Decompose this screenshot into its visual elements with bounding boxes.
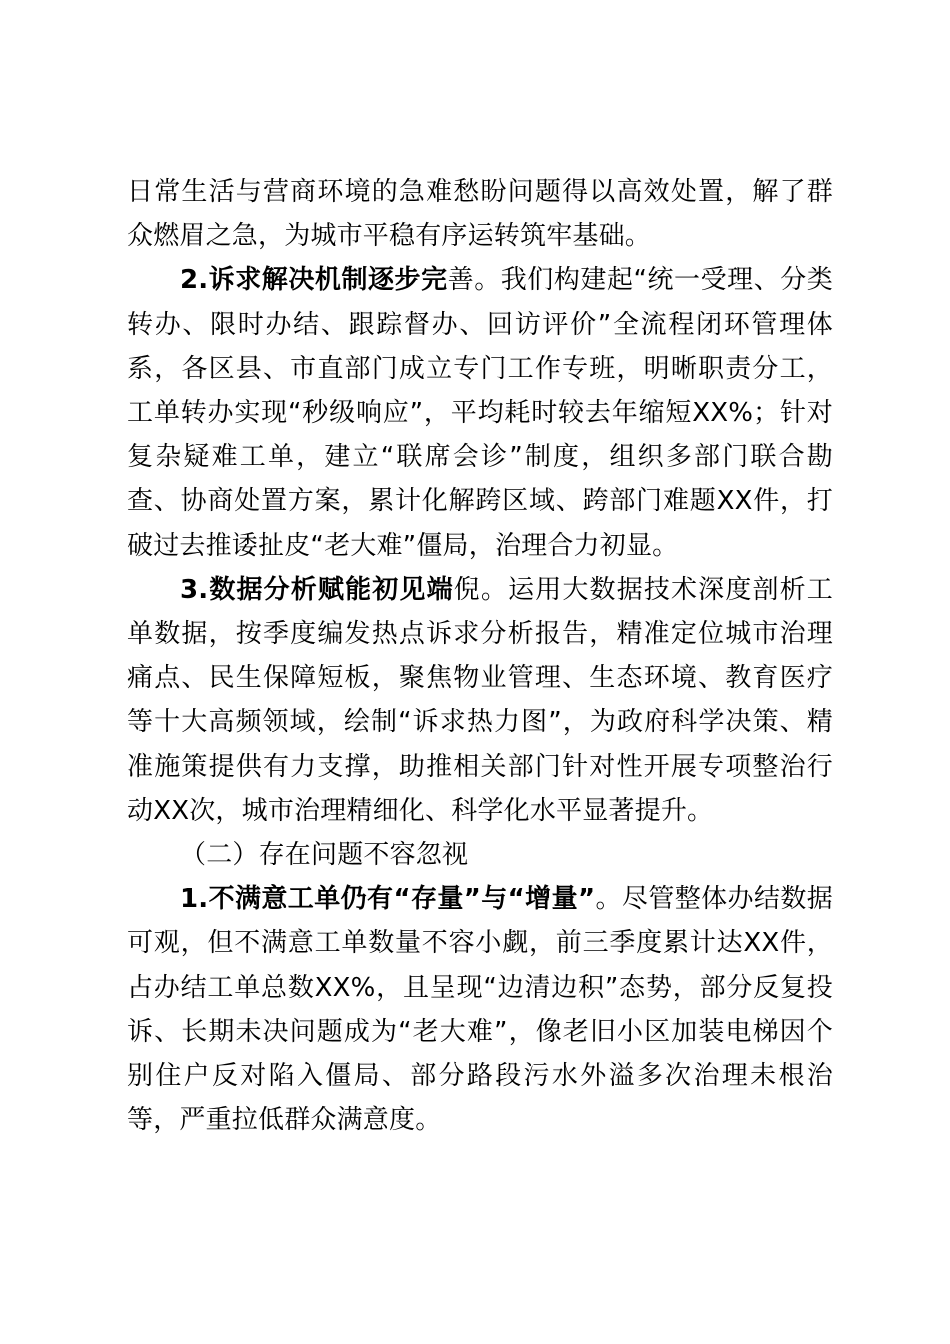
paragraph-text: 。尽管整体办结数据可观，但不满意工单数量不容小觑，前三季度累计达XX件，占办结工单总数XX%，且呈现“边清边积”态势，部分反复投诉、长期未决问题成为“老大难”，像老旧小区加装电梯因个别住户反对陷入僵局、部分路段污水外溢多次治理未根治等，严重拉低群众满意度。: [127, 884, 833, 1136]
paragraph-data-analysis: [127, 568, 833, 833]
paragraph-mechanism: [127, 258, 833, 567]
paragraph-lead-heading: 1.不满意工单仍有“存量”与“增量”: [180, 884, 596, 915]
paragraph-continuation: [127, 170, 833, 258]
paragraph-text: 日常生活与营商环境的急难愁盼问题得以高效处置，解了群众燃眉之急，为城市平稳有序运转筑牢基础。: [127, 177, 833, 252]
paragraph-text: 善。我们构建起“统一受理、分类转办、限时办结、跟踪督办、回访评价”全流程闭环管理体系，各区县、市直部门成立专门工作专班，明晰职责分工，工单转办实现“秒级响应”，平均耗时较去年缩短XX%；针对复杂疑难工单，建立“联席会诊”制度，组织多部门联合勘查、协商处置方案，累计化解跨区域、跨部门难题XX件，打破过去推诿扯皮“老大难”僵局，治理合力初显。: [127, 265, 833, 561]
section-heading: [127, 833, 833, 877]
paragraph-lead-heading: 2.诉求解决机制逐步完: [180, 265, 448, 296]
section-heading-text: （二）存在问题不容忽视: [180, 840, 469, 871]
document-body: [127, 170, 833, 1142]
paragraph-unsatisfied-orders: [127, 877, 833, 1142]
paragraph-text: 倪。运用大数据技术深度剖析工单数据，按季度编发热点诉求分析报告，精准定位城市治理痛点、民生保障短板，聚焦物业管理、生态环境、教育医疗等十大高频领域，绘制“诉求热力图”，为政府科学决策、精准施策提供有力支撑，助推相关部门针对性开展专项整治行动XX次，城市治理精细化、科学化水平显著提升。: [127, 574, 833, 826]
paragraph-lead-heading: 3.数据分析赋能初见端: [180, 574, 454, 605]
